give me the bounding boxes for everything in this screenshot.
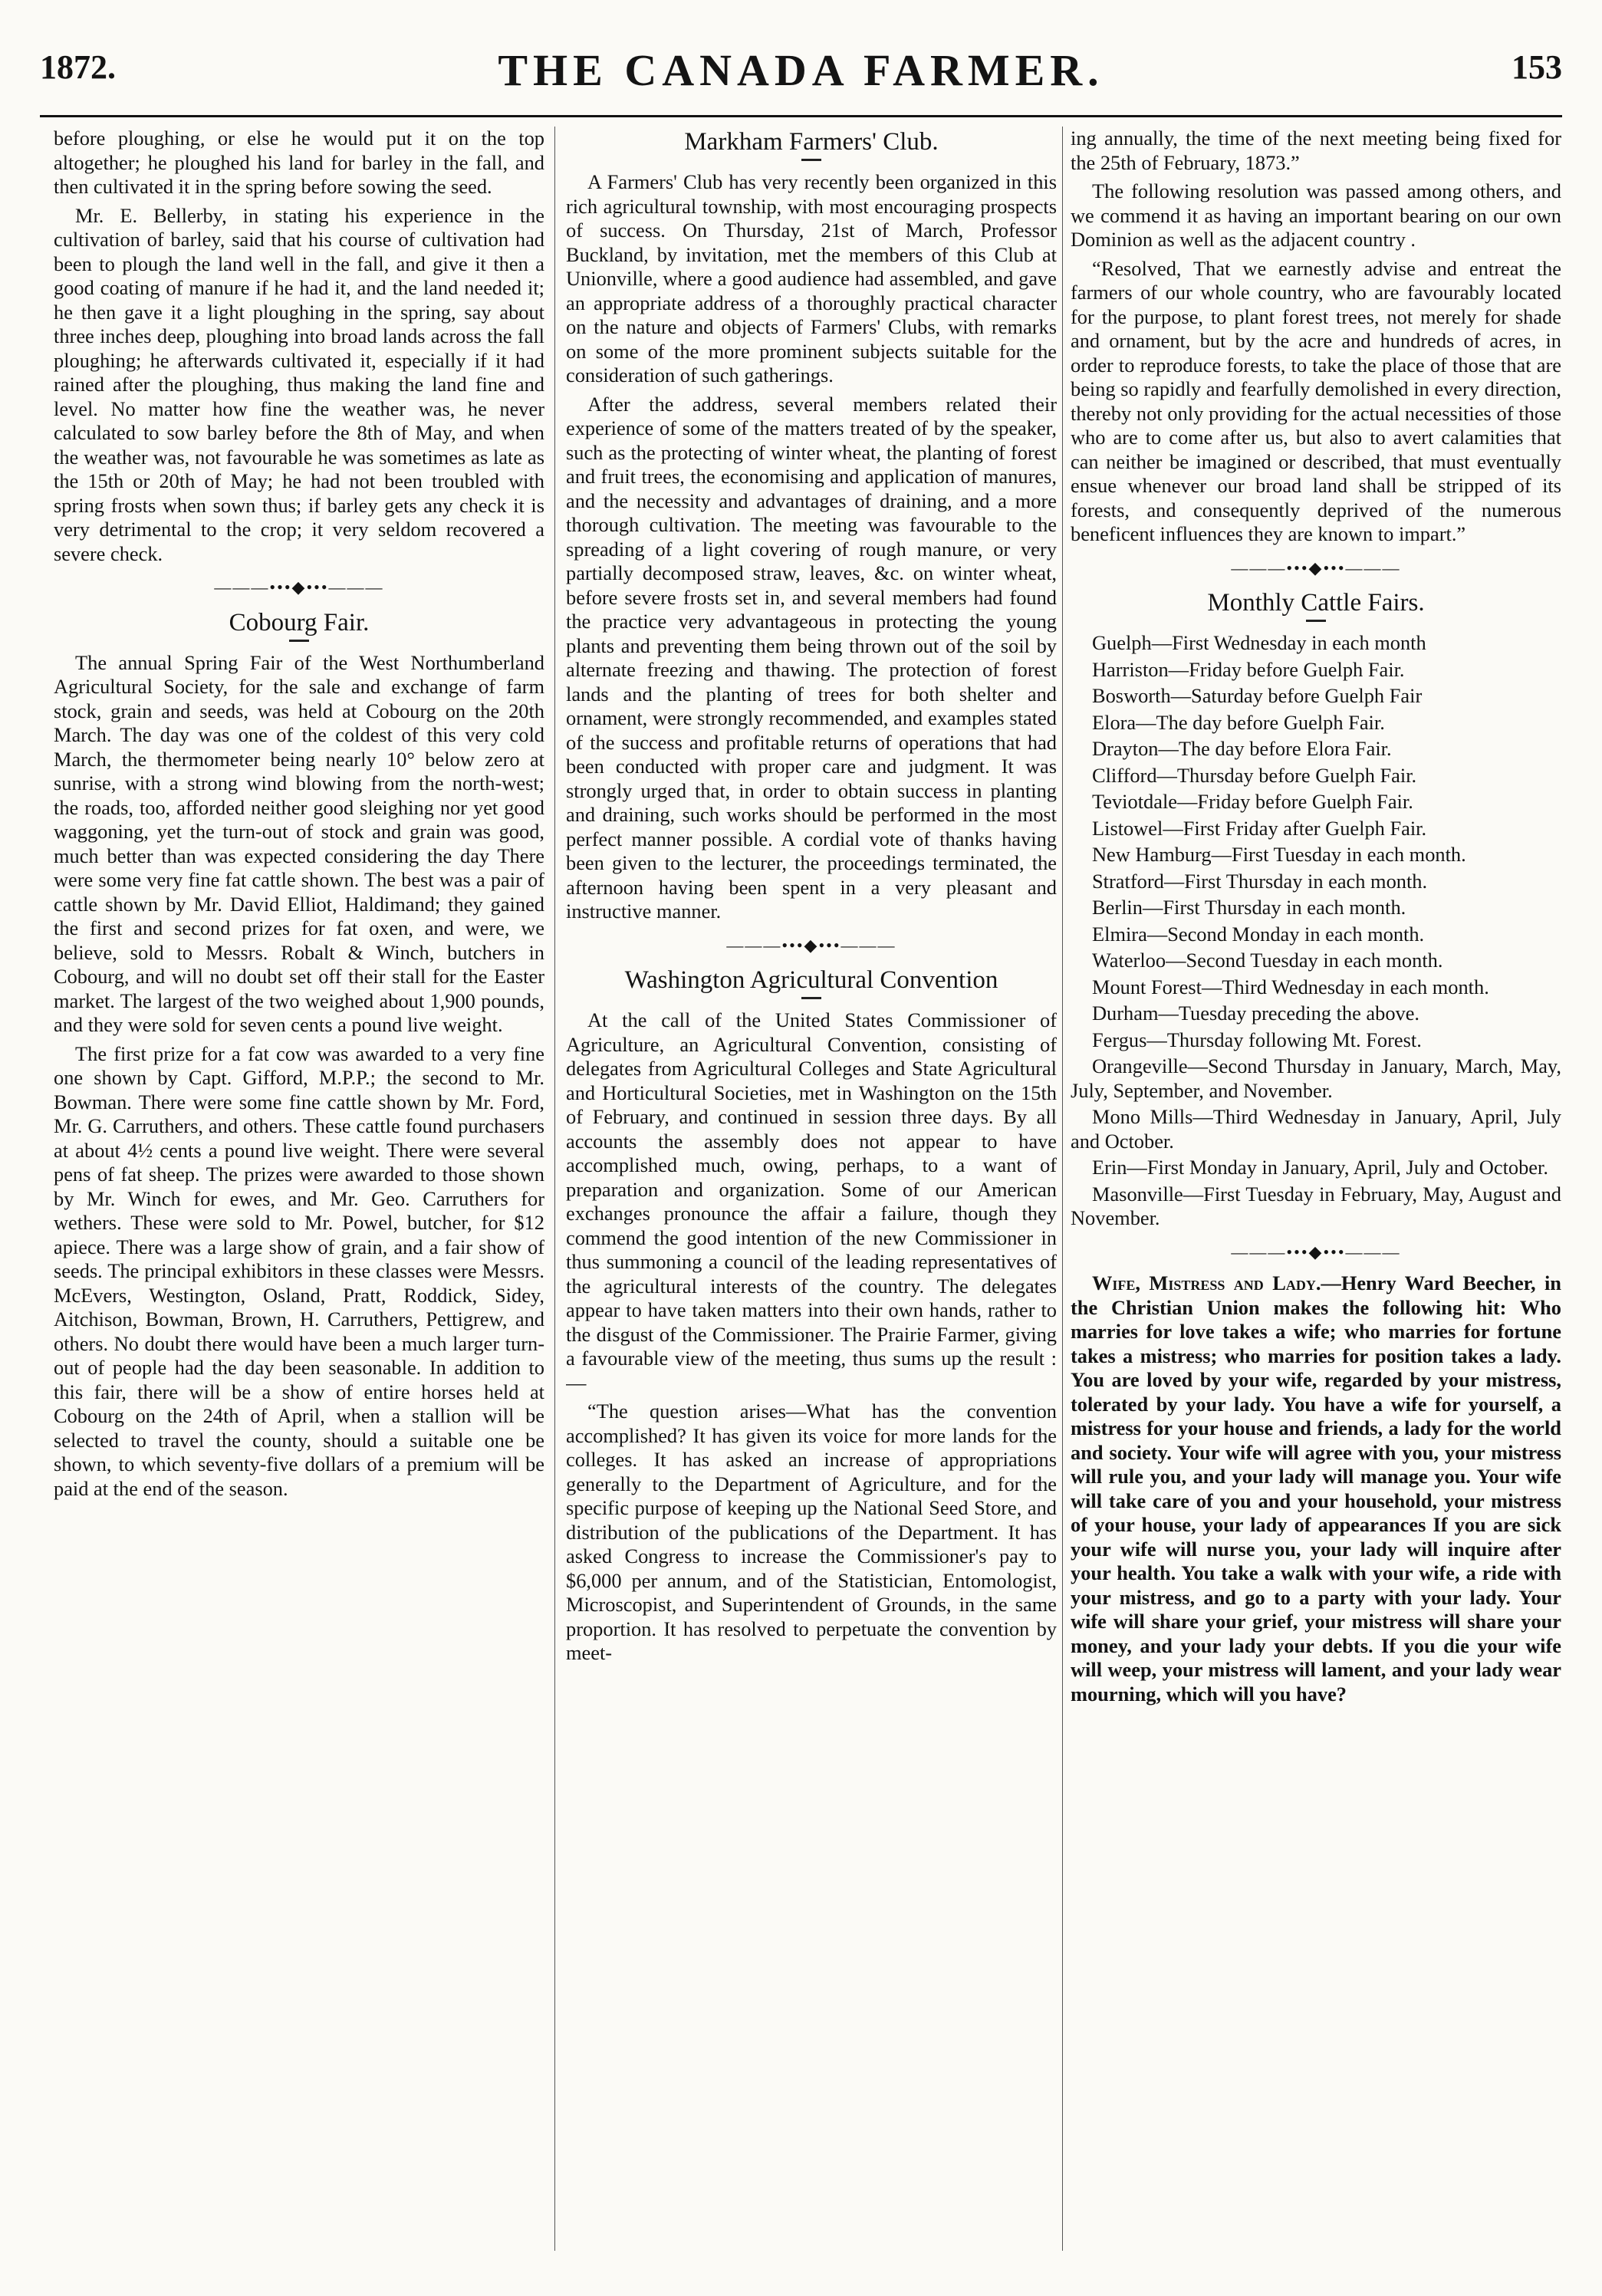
heading-dash [801,997,821,999]
list-item: Elora—The day before Guelph Fair. [1092,710,1385,734]
column-2 [566,127,1057,2266]
article-heading-markham: Markham Farmers' Club. [684,128,939,156]
list-item: Berlin—First Thursday in each month. [1092,896,1406,919]
column-3 [1071,127,1561,2266]
issue-year: 1872. [40,48,116,86]
article-heading-washington: Washington Agricultural Convention [624,966,998,994]
article-paragraph: ing annually, the time of the next meeting being fixed for the 25th of February, 1873.” [1071,127,1561,174]
column-divider [1062,127,1063,2251]
column-divider [554,127,555,2251]
article-paragraph: At the call of the United States Commissioner of Agriculture, an Agricultural Convention, consisting of delegates from Agricultural Colleges and State Agricultural and Horticultural Societies, met in Washington on the 15th of February, and continued in session three days. By all accounts the assembly does not appear to have accomplished much, owing, perhaps, to a want of preparation and organization. Some of our American exchanges pronounce the affair a failure, though they commend the good intention of the new Commissioner in thus summoning a council of the leading representatives of the agricultural interests of the country. The delegates appear to have taken matters into their own hands, rather to the disgust of the Commissioner. The Prairie Farmer, giving a favourable view of the meeting, thus sums up the result :— [566,1008,1057,1394]
newspaper-title: THE CANADA FARMER. [498,45,1104,95]
list-item: Durham—Tuesday preceding the above. [1092,1002,1420,1025]
page-number: 153 [1512,48,1562,86]
article-paragraph: The first prize for a fat cow was awarded to a very fine one shown by Capt. Gifford, M.P.P.; the second to Mr. Bowman. There were some fine cattle shown by Mr. Ford, Mr. G. Carruthers, and others. These cattle found purchasers at about 4½ cents a pound live weight. There were several pens of fat sheep. The prizes were awarded to those shown by Mr. Winch for ewes, and Mr. Geo. Carruthers for wethers. These were sold to Mr. Powel, butcher, for $12 apiece. There was a large show of grain, and a fair show of seeds. The principal exhibitors in these classes were Messrs. McEvers, Westington, Osland, Pratt, Roddick, Sidey, Aitchison, Bowman, Brown, H. Carruthers, Pettigrew, and others. No doubt there would have been a much larger turn-out of people had the day been seasonable. In addition to this fair, there will be a show of entire horses held at Cobourg on the 24th of April, when a stallion will be selected to travel the county, should a suitable one be shown, to which seventy-five dollars of a premium will be paid at the end of the season. [54,1041,544,1500]
list-item: New Hamburg—First Tuesday in each month. [1092,843,1466,866]
list-item: Mount Forest—Third Wednesday in each month. [1092,975,1489,998]
list-item: Fergus—Thursday following Mt. Forest. [1092,1028,1422,1051]
article-paragraph: before ploughing, or else he would put it on the top altogether; he ploughed his land for barley in the fall, and then cultivated it in the spring before sowing the seed. [54,127,544,198]
wife-mistress-lady-paragraph [1071,1271,1561,1706]
list-item: Teviotdale—Friday before Guelph Fair. [1092,790,1413,813]
article-paragraph: Mr. E. Bellerby, in stating his experience in the cultivation of barley, said that his course of cultivation had been to plough the land well in the fall, and give it then a good coating of manure if he had it, and the land needed it; he then gave it a light ploughing in the spring, say about three inches deep, ploughing into broad lands across the fall ploughing; he afterwards cultivated it, especially if it had rained after the ploughing, thus making the land fine and level. No matter how fine the weather was, he never calculated to sow barley before the 8th of May, and when the weather was, not favourable he was sometimes as late as the 15th or 20th of May; he had not been troubled with spring frosts when sown thus; if barley gets any check it is very detrimental to the crop; it very seldom recovered a severe check. [54,203,544,565]
article-heading-cattle-fairs: Monthly Cattle Fairs. [1207,589,1425,617]
list-item: Clifford—Thursday before Guelph Fair. [1092,763,1417,787]
paragraph-body: —Henry Ward Beecher, in the Christian Union makes the following hit: Who marries for love takes a wife; who marries for fortune takes a mistress; who marries for position takes a lady. You are loved by your wife, regarded by your mistress, tolerated by your lady. You have a wife for yourself, a mistress for your house and friends, a lady for the world and society. Your wife will agree with you, your mistress will rule you, and your lady will manage you. Your wife will take care of you and your household, your mistress of your house, your lady of appearances If you are sick your wife will nurse you, your lady will inquire after your health. You take a walk with your wife, a ride with your mistress, and go to a party with your lady. Your wife will share your grief, your mistress will share your money, and your lady your debts. If you die your wife will weep, your mistress will lament, and your lady wear mourning, which will you have? [1071,1271,1561,1706]
article-heading-cobourg: Cobourg Fair. [229,608,370,636]
list-item: Mono Mills—Third Wednesday in January, April, July and October. [1071,1105,1561,1153]
article-paragraph: After the address, several members related their experience of some of the matters treated of by the speaker, such as the protecting of winter wheat, the planting of forest and fruit trees, the economising and application of manures, and the necessity and advantages of draining, and a more thorough cultivation. The meeting was favourable to the spreading of a light covering of rough manure, or very partially decomposed straw, leaves, &c. on winter wheat, before severe frosts set in, and several members had found the practice very advantageous in protecting the young plants and preventing them being thrown out of the soil by alternate freezing and thawing. The protection of forest lands and the planting of trees for both shelter and ornament, were strongly recommended, and examples stated of the success and profitable returns of operations that had been conducted with proper care and judgment. It was strongly urged that, in order to obtain success in planting and draining, such works should be performed in the most perfect manner possible. A cordial vote of thanks having been given to the lecturer, the proceedings terminated, the afternoon having been spent in a very pleasant and instructive manner. [566,392,1057,923]
list-item: Drayton—The day before Elora Fair. [1092,737,1392,760]
article-paragraph: The annual Spring Fair of the West Northumberland Agricultural Society, for the sale and exchange of farm stock, grain and seeds, was held at Cobourg on the 20th March. The day was one of the coldest of this very cold March, the thermometer being nearly 10° below zero at sunrise, with a strong wind blowing from the north-west; the roads, too, afforded neither good sleighing nor yet good waggoning, yet the turn-out of stock and grain was good, much better than was expected considering the day There were some very fine fat cattle shown. The best was a pair of cattle shown by Mr. David Elliot, Haldimand; they gained the first and second prizes for fat oxen, and were, we believe, sold to Messrs. Robalt & Winch, butchers in Cobourg, and will no doubt set off their stall for the Easter market. The largest of the two weighed about 1,900 pounds, and they were sold for seven cents a pound live weight. [54,650,544,1036]
section-ornament: ———•••◆•••——— [1231,558,1401,577]
heading-dash [1306,620,1326,622]
list-item: Guelph—First Wednesday in each month [1092,631,1426,654]
article-paragraph: The following resolution was passed among others, and we commend it as having an important bearing on our own Dominion as well as the adjacent country . [1071,179,1561,251]
list-item: Elmira—Second Monday in each month. [1092,922,1425,946]
list-item: Masonville—First Tuesday in February, May, August and November. [1071,1182,1561,1229]
list-item: Stratford—First Thursday in each month. [1092,869,1428,893]
section-ornament: ———•••◆•••——— [214,577,384,597]
heading-dash [289,640,309,642]
list-item: Bosworth—Saturday before Guelph Fair [1092,684,1423,707]
article-paragraph: “The question arises—What has the convention accomplished? It has given its voice for more lands for the colleges. It has asked an increase of appropriations generally to the Department of Agriculture, and for the specific purpose of keeping up the National Seed Store, and distribution of the publications of the Department. It has asked Congress to increase the Commissioner's pay to $6,000 per annum, and of the Statistician, Entomologist, Microscopist, and Superintendent of Grounds, in the same proportion. It has resolved to perpetuate the convention by meet- [566,1400,1057,1664]
article-paragraph: A Farmers' Club has very recently been organized in this rich agricultural township, with most encouraging prospects of success. On Thursday, 21st of March, Professor Buckland, by invitation, met the members of this Club at Unionville, where a good audience had assembled, and gave an appropriate address of a thoroughly practical character on the nature and objects of Farmers' Clubs, with remarks on some of the more prominent subjects suitable for the consideration of such gatherings. [566,170,1057,387]
list-item: Waterloo—Second Tuesday in each month. [1092,949,1443,972]
heading-dash [801,159,821,161]
paragraph-lead: Wife, Mistress and Lady. [1092,1271,1321,1294]
section-ornament: ———•••◆•••——— [726,935,896,955]
list-item: Harriston—Friday before Guelph Fair. [1092,657,1405,681]
list-item: Erin—First Monday in January, April, July and October. [1092,1156,1548,1179]
resolution-quote: “Resolved, That we earnestly advise and entreat the farmers of our whole country, who are favourably located for the purpose, to plant forest trees, not merely for shade and ornament, but by the acre and hundreds of acres, in order to reproduce forests, to take the place of those that are being so rapidly and fearfully demolished in every direction, thereby not only providing for the actual necessities of those who are to come after us, but also to avert calamities that can neither be imagined or described, that must eventually ensue whenever our broad land shall be stripped of its forests, and consequently deprived of the numerous beneficent influences they are known to impart.” [1071,256,1561,545]
list-item: Orangeville—Second Thursday in January, March, May, July, September, and November. [1071,1054,1561,1102]
masthead-rule [40,115,1562,117]
column-1 [54,127,544,2266]
list-item: Listowel—First Friday after Guelph Fair. [1092,816,1427,840]
section-ornament: ———•••◆•••——— [1231,1242,1401,1261]
masthead [40,44,1562,110]
cattle-fair-list [1071,631,1561,1231]
